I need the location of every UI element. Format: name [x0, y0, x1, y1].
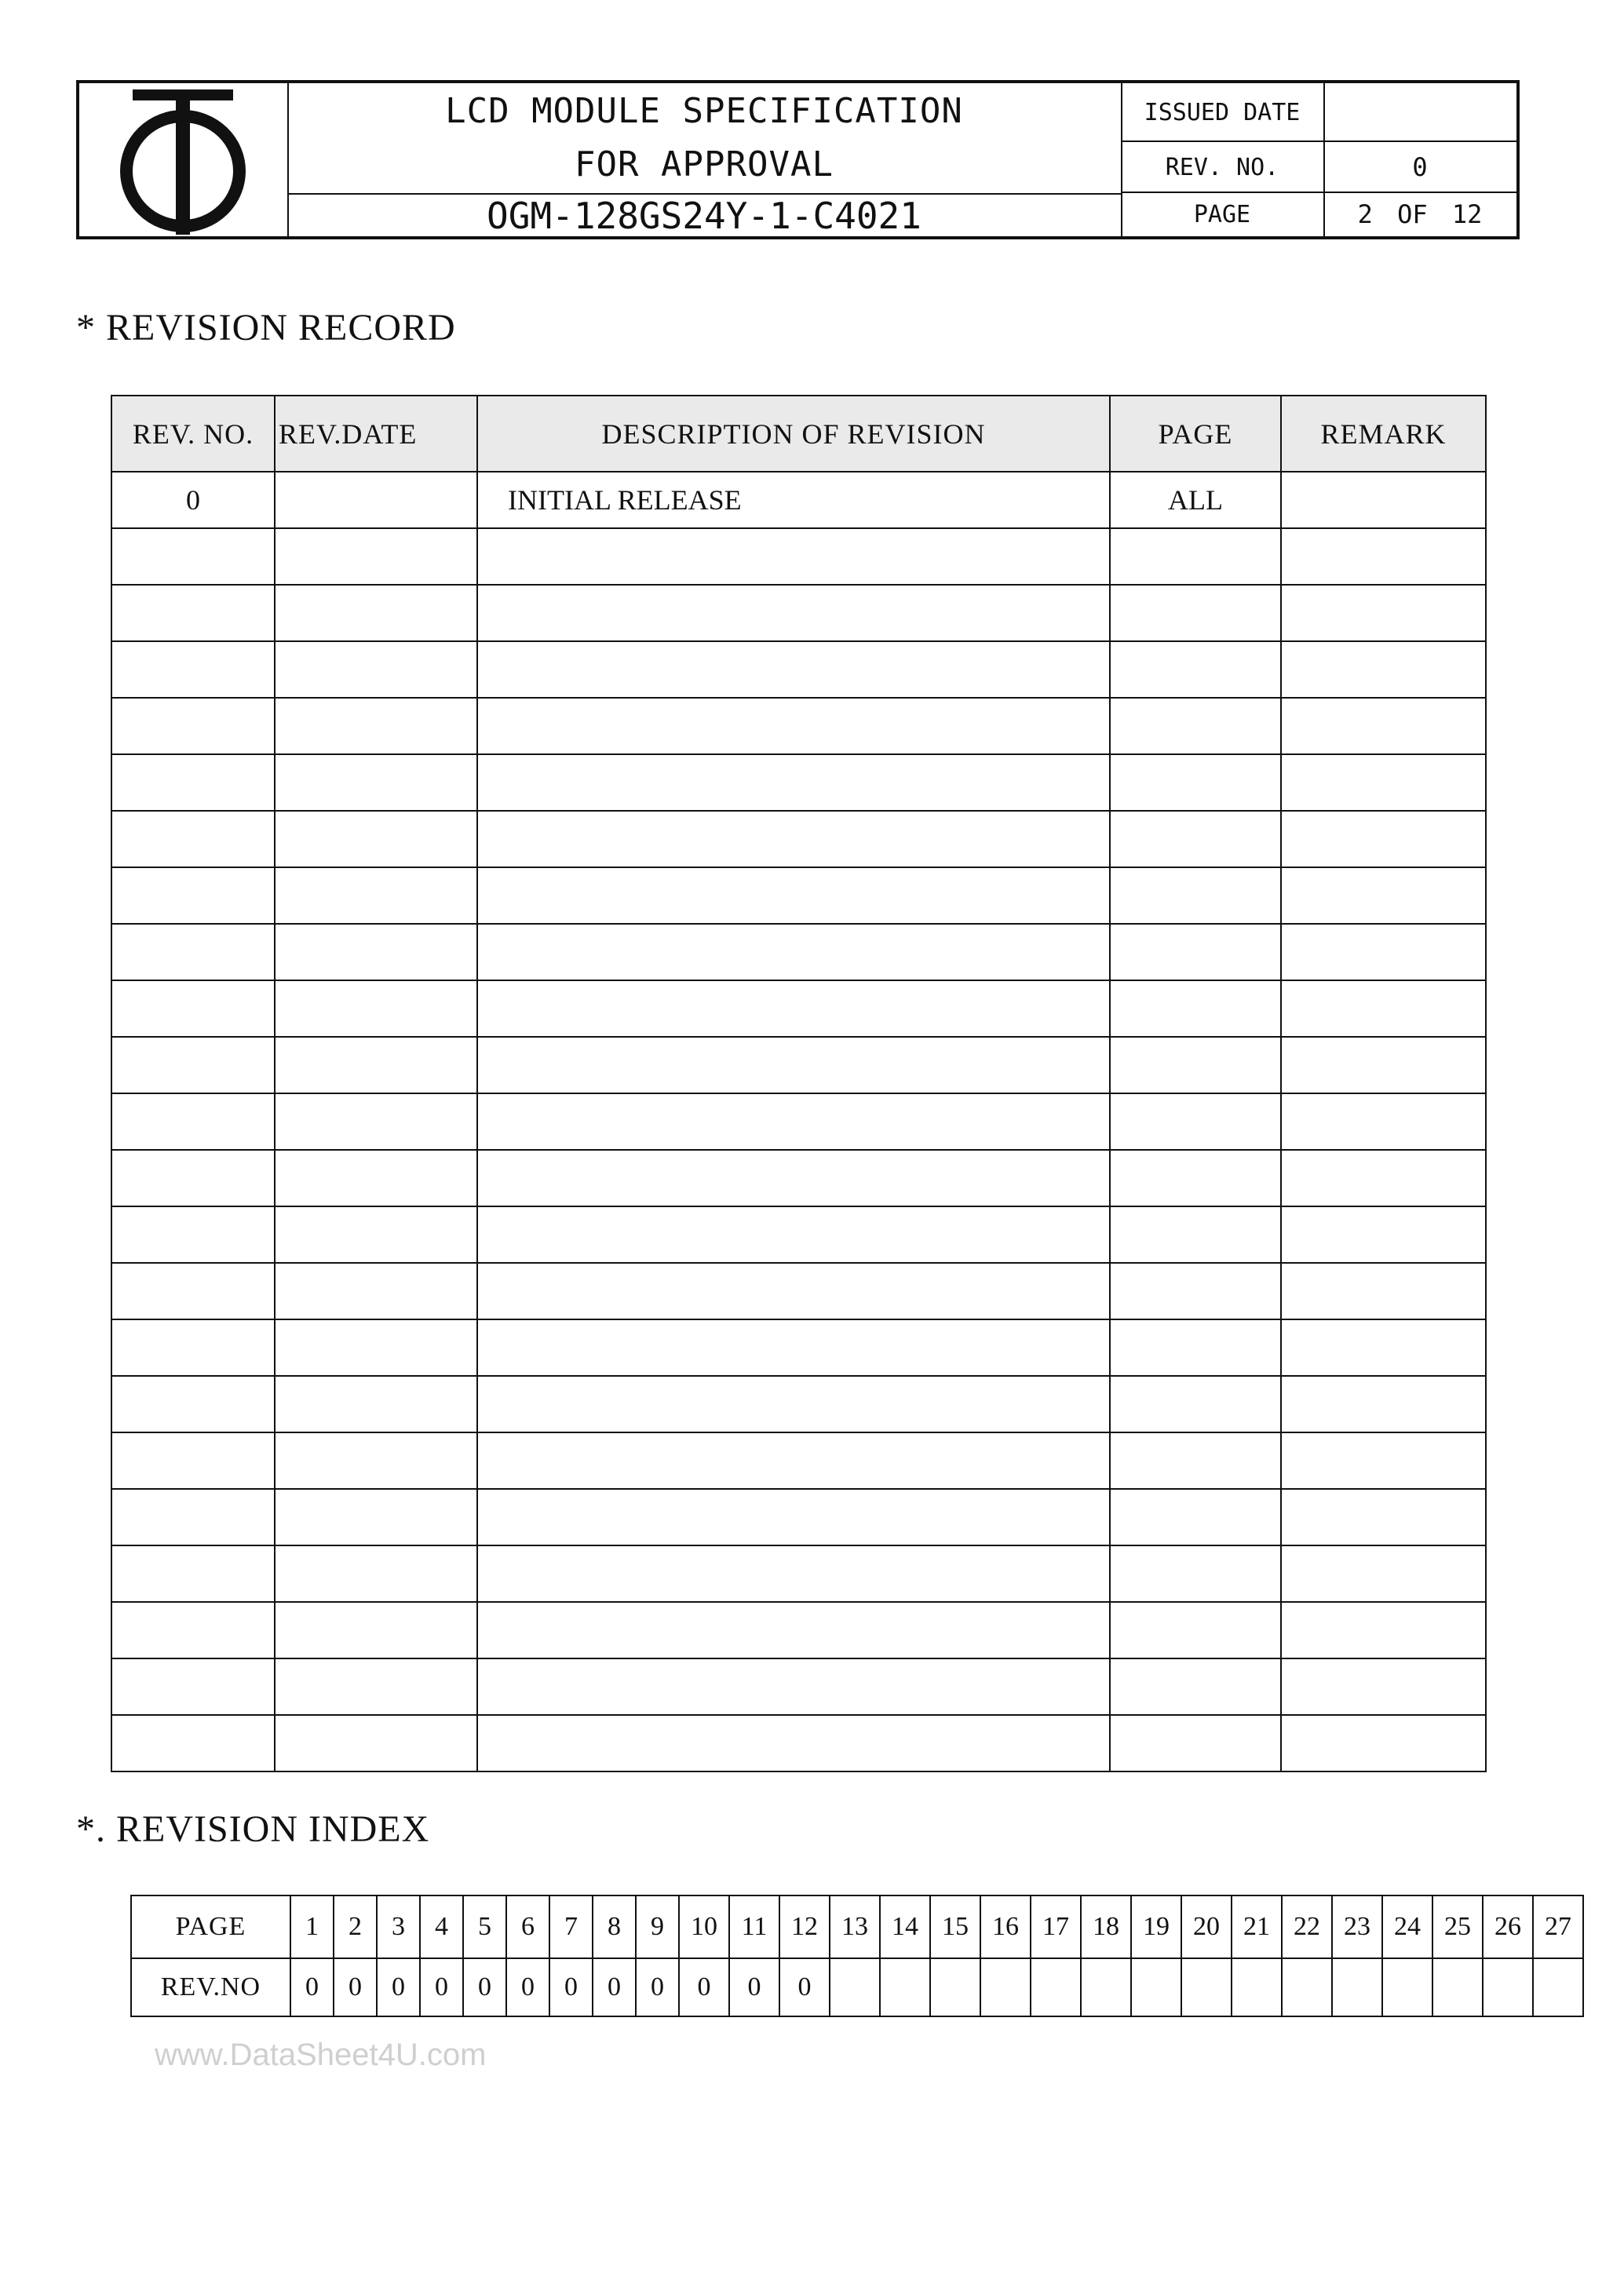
logo-icon	[79, 83, 287, 236]
remark-cell	[1281, 698, 1486, 754]
revision-index-rev-row	[131, 1958, 1583, 2016]
revision-index-page-cell: 25	[1432, 1895, 1483, 1958]
revision-index-page-cell: 19	[1131, 1895, 1181, 1958]
revision-index-page-cell: 1	[290, 1895, 334, 1958]
remark-cell	[1281, 1093, 1486, 1150]
page-cell	[1110, 980, 1281, 1037]
page-cell	[1110, 1093, 1281, 1150]
remark-cell	[1281, 867, 1486, 924]
description-cell	[477, 1489, 1110, 1545]
page-cell: ALL	[1110, 472, 1281, 528]
rev-date-cell	[275, 811, 477, 867]
revision-index-rev-cell	[880, 1958, 930, 2016]
revision-index-page-cell: 27	[1533, 1895, 1583, 1958]
revision-index-page-cell: 9	[636, 1895, 679, 1958]
description-cell	[477, 754, 1110, 811]
rev-date-cell	[275, 924, 477, 980]
rev-no-cell	[111, 811, 275, 867]
remark-cell	[1281, 1263, 1486, 1319]
revision-index-rev-cell: 0	[290, 1958, 334, 2016]
table-row	[111, 1150, 1486, 1206]
page-cell	[1110, 585, 1281, 641]
rev-no-cell	[111, 924, 275, 980]
revision-index-rev-cell	[1282, 1958, 1332, 2016]
description-cell	[477, 1093, 1110, 1150]
rev-date-cell	[275, 528, 477, 585]
page-row	[1121, 193, 1516, 236]
rev-no-cell	[111, 1715, 275, 1771]
revision-index-rev-cell: 0	[377, 1958, 420, 2016]
page-cell	[1110, 528, 1281, 585]
table-row	[111, 641, 1486, 698]
remark-cell	[1281, 811, 1486, 867]
revision-index-page-cell: 7	[549, 1895, 593, 1958]
rev-no-cell	[111, 528, 275, 585]
remark-cell	[1281, 1037, 1486, 1093]
company-logo	[79, 83, 289, 236]
revision-index-page-cell: 21	[1232, 1895, 1282, 1958]
rev-date-cell	[275, 1432, 477, 1489]
rev-no-cell	[111, 1489, 275, 1545]
revision-index-page-cell: 16	[980, 1895, 1031, 1958]
page-cell	[1110, 1715, 1281, 1771]
rev-no-cell	[111, 1037, 275, 1093]
revision-index-page-cell: 10	[679, 1895, 729, 1958]
revision-index-page-cell: 23	[1332, 1895, 1382, 1958]
rev-date-cell	[275, 698, 477, 754]
revision-index-page-cell: 5	[463, 1895, 506, 1958]
revision-index-rev-cell	[1332, 1958, 1382, 2016]
remark-cell	[1281, 1602, 1486, 1658]
revision-record-table	[111, 395, 1487, 1772]
page-cell	[1110, 1150, 1281, 1206]
revision-index-rev-cell: 0	[420, 1958, 463, 2016]
document-title: LCD MODULE SPECIFICATION	[445, 91, 963, 131]
rev-date-cell	[275, 1150, 477, 1206]
page-current: 2	[1357, 199, 1373, 229]
table-row	[111, 1602, 1486, 1658]
rev-date-cell	[275, 1602, 477, 1658]
revision-index-page-cell: 14	[880, 1895, 930, 1958]
rev-no-cell	[111, 867, 275, 924]
table-row	[111, 1319, 1486, 1376]
revision-index-rev-cell: 0	[779, 1958, 830, 2016]
revision-index-rev-cell: 0	[549, 1958, 593, 2016]
description-cell	[477, 585, 1110, 641]
page-cell	[1110, 1037, 1281, 1093]
revision-index-page-label: PAGE	[131, 1895, 290, 1958]
description-cell	[477, 1206, 1110, 1263]
revision-index-rev-cell: 0	[506, 1958, 549, 2016]
description-cell	[477, 1037, 1110, 1093]
table-row	[111, 698, 1486, 754]
description-cell	[477, 1319, 1110, 1376]
remark-cell	[1281, 585, 1486, 641]
description-cell: INITIAL RELEASE	[477, 472, 1110, 528]
revision-index-page-cell: 6	[506, 1895, 549, 1958]
remark-cell	[1281, 754, 1486, 811]
revision-index-page-cell: 13	[830, 1895, 880, 1958]
table-row	[111, 1432, 1486, 1489]
rev-no-cell	[111, 1150, 275, 1206]
revision-index-rev-cell	[1533, 1958, 1583, 2016]
description-cell	[477, 1263, 1110, 1319]
revision-index-page-cell: 2	[334, 1895, 377, 1958]
revision-index-rev-cell	[1382, 1958, 1432, 2016]
page-cell	[1110, 641, 1281, 698]
description-cell	[477, 698, 1110, 754]
rev-date-cell	[275, 1037, 477, 1093]
description-cell	[477, 1602, 1110, 1658]
revision-index-rev-cell: 0	[334, 1958, 377, 2016]
rev-no-cell	[111, 1658, 275, 1715]
revision-index-page-cell: 24	[1382, 1895, 1432, 1958]
page-cell	[1110, 1489, 1281, 1545]
page-cell	[1110, 1658, 1281, 1715]
document-header	[76, 80, 1520, 239]
revision-index-page-cell: 26	[1483, 1895, 1533, 1958]
page-cell	[1110, 1206, 1281, 1263]
page-cell	[1110, 1319, 1281, 1376]
revision-index-rev-cell	[1483, 1958, 1533, 2016]
title-cell	[287, 83, 1122, 236]
rev-no-cell	[111, 1319, 275, 1376]
revision-index-title: *. REVISION INDEX	[76, 1808, 430, 1850]
revision-index-rev-label: REV.NO	[131, 1958, 290, 2016]
description-cell	[477, 811, 1110, 867]
description-cell	[477, 528, 1110, 585]
remark-cell	[1281, 472, 1486, 528]
revision-index-rev-cell: 0	[636, 1958, 679, 2016]
table-row	[111, 1715, 1486, 1771]
document-subtitle: FOR APPROVAL	[575, 144, 834, 184]
revision-index-rev-cell: 0	[679, 1958, 729, 2016]
revision-index-page-cell: 20	[1181, 1895, 1232, 1958]
rev-no-cell	[111, 585, 275, 641]
revision-record-header-row	[111, 396, 1486, 472]
rev-no-cell	[111, 698, 275, 754]
revision-index-page-cell: 22	[1282, 1895, 1332, 1958]
description-cell	[477, 867, 1110, 924]
rev-date-cell	[275, 641, 477, 698]
table-row	[111, 1206, 1486, 1263]
rev-no-cell	[111, 1432, 275, 1489]
watermark-text: www.DataSheet4U.com	[155, 2038, 487, 2072]
rev-date-cell	[275, 1319, 477, 1376]
revision-index-rev-cell	[1432, 1958, 1483, 2016]
revision-index-page-cell: 15	[930, 1895, 980, 1958]
revision-index-rev-cell	[1131, 1958, 1181, 2016]
description-cell	[477, 1376, 1110, 1432]
rev-no-cell	[111, 1263, 275, 1319]
table-row	[111, 980, 1486, 1037]
revision-index-table	[130, 1895, 1584, 2017]
description-cell	[477, 1715, 1110, 1771]
page-cell	[1110, 1263, 1281, 1319]
table-row	[111, 472, 1486, 528]
revision-index-rev-cell	[830, 1958, 880, 2016]
description-cell	[477, 924, 1110, 980]
rev-date-cell	[275, 1376, 477, 1432]
revision-index-rev-cell	[930, 1958, 980, 2016]
rev-date-cell	[275, 1715, 477, 1771]
page-cell	[1110, 1545, 1281, 1602]
revision-index-page-cell: 17	[1031, 1895, 1081, 1958]
remark-cell	[1281, 1545, 1486, 1602]
rev-date-cell	[275, 1093, 477, 1150]
rev-no-cell	[111, 1206, 275, 1263]
revision-index-rev-cell	[1232, 1958, 1282, 2016]
remark-cell	[1281, 1206, 1486, 1263]
revision-index-rev-cell	[1181, 1958, 1232, 2016]
issued-date-label: ISSUED DATE	[1121, 83, 1325, 140]
rev-no-cell: 0	[111, 472, 275, 528]
remark-cell	[1281, 1658, 1486, 1715]
page-cell	[1110, 1602, 1281, 1658]
remark-cell	[1281, 1376, 1486, 1432]
column-header-remark: REMARK	[1281, 396, 1486, 472]
table-row	[111, 1263, 1486, 1319]
revision-index-rev-cell	[1031, 1958, 1081, 2016]
rev-date-cell	[275, 1206, 477, 1263]
rev-date-cell	[275, 1489, 477, 1545]
table-row	[111, 924, 1486, 980]
issued-date-value	[1323, 83, 1516, 140]
table-row	[111, 867, 1486, 924]
header-meta	[1121, 83, 1516, 236]
description-cell	[477, 1658, 1110, 1715]
remark-cell	[1281, 641, 1486, 698]
model-number: OGM-128GS24Y-1-C4021	[287, 193, 1121, 238]
rev-date-cell	[275, 1658, 477, 1715]
revision-index-rev-cell: 0	[729, 1958, 779, 2016]
rev-date-cell	[275, 867, 477, 924]
description-cell	[477, 1545, 1110, 1602]
table-row	[111, 1093, 1486, 1150]
revision-index-page-cell: 11	[729, 1895, 779, 1958]
table-row	[111, 528, 1486, 585]
rev-no-cell	[111, 980, 275, 1037]
revision-index-page-row	[131, 1895, 1583, 1958]
revision-record-title: * REVISION RECORD	[76, 307, 456, 348]
issued-date-row	[1121, 83, 1516, 142]
rev-no-label: REV. NO.	[1121, 142, 1325, 192]
table-row	[111, 1376, 1486, 1432]
revision-index-rev-cell	[1081, 1958, 1131, 2016]
rev-no-cell	[111, 1093, 275, 1150]
table-row	[111, 754, 1486, 811]
page-value	[1323, 193, 1516, 236]
remark-cell	[1281, 924, 1486, 980]
column-header-description: DESCRIPTION OF REVISION	[477, 396, 1110, 472]
description-cell	[477, 980, 1110, 1037]
rev-date-cell	[275, 980, 477, 1037]
page-cell	[1110, 698, 1281, 754]
remark-cell	[1281, 980, 1486, 1037]
table-row	[111, 1489, 1486, 1545]
rev-date-cell	[275, 585, 477, 641]
rev-no-value: 0	[1412, 152, 1428, 182]
rev-no-row	[1121, 142, 1516, 193]
remark-cell	[1281, 1489, 1486, 1545]
description-cell	[477, 1432, 1110, 1489]
description-cell	[477, 1150, 1110, 1206]
rev-date-cell	[275, 1263, 477, 1319]
page-cell	[1110, 924, 1281, 980]
table-row	[111, 811, 1486, 867]
page-cell	[1110, 811, 1281, 867]
page-cell	[1110, 754, 1281, 811]
revision-index-page-cell: 8	[593, 1895, 636, 1958]
revision-index-rev-cell: 0	[593, 1958, 636, 2016]
revision-index-page-cell: 4	[420, 1895, 463, 1958]
table-row	[111, 585, 1486, 641]
rev-no-cell	[111, 754, 275, 811]
remark-cell	[1281, 1150, 1486, 1206]
revision-index-page-cell: 18	[1081, 1895, 1131, 1958]
rev-no-cell	[111, 641, 275, 698]
remark-cell	[1281, 1432, 1486, 1489]
remark-cell	[1281, 1319, 1486, 1376]
page-cell	[1110, 1376, 1281, 1432]
table-row	[111, 1545, 1486, 1602]
column-header-page: PAGE	[1110, 396, 1281, 472]
page-label: PAGE	[1121, 193, 1325, 236]
rev-date-cell	[275, 1545, 477, 1602]
table-row	[111, 1037, 1486, 1093]
page-cell	[1110, 1432, 1281, 1489]
rev-no-cell	[111, 1376, 275, 1432]
rev-date-cell	[275, 754, 477, 811]
rev-no-cell	[111, 1545, 275, 1602]
revision-index-rev-cell: 0	[463, 1958, 506, 2016]
remark-cell	[1281, 1715, 1486, 1771]
page-cell	[1110, 867, 1281, 924]
column-header-rev-no: REV. NO.	[111, 396, 275, 472]
column-header-rev-date: REV.DATE	[275, 396, 477, 472]
rev-no-cell	[111, 1602, 275, 1658]
rev-date-cell	[275, 472, 477, 528]
revision-index-rev-cell	[980, 1958, 1031, 2016]
revision-index-page-cell: 3	[377, 1895, 420, 1958]
table-row	[111, 1658, 1486, 1715]
remark-cell	[1281, 528, 1486, 585]
page-total: 12	[1451, 199, 1483, 229]
page-of: OF	[1397, 199, 1428, 229]
revision-index-page-cell: 12	[779, 1895, 830, 1958]
description-cell	[477, 641, 1110, 698]
